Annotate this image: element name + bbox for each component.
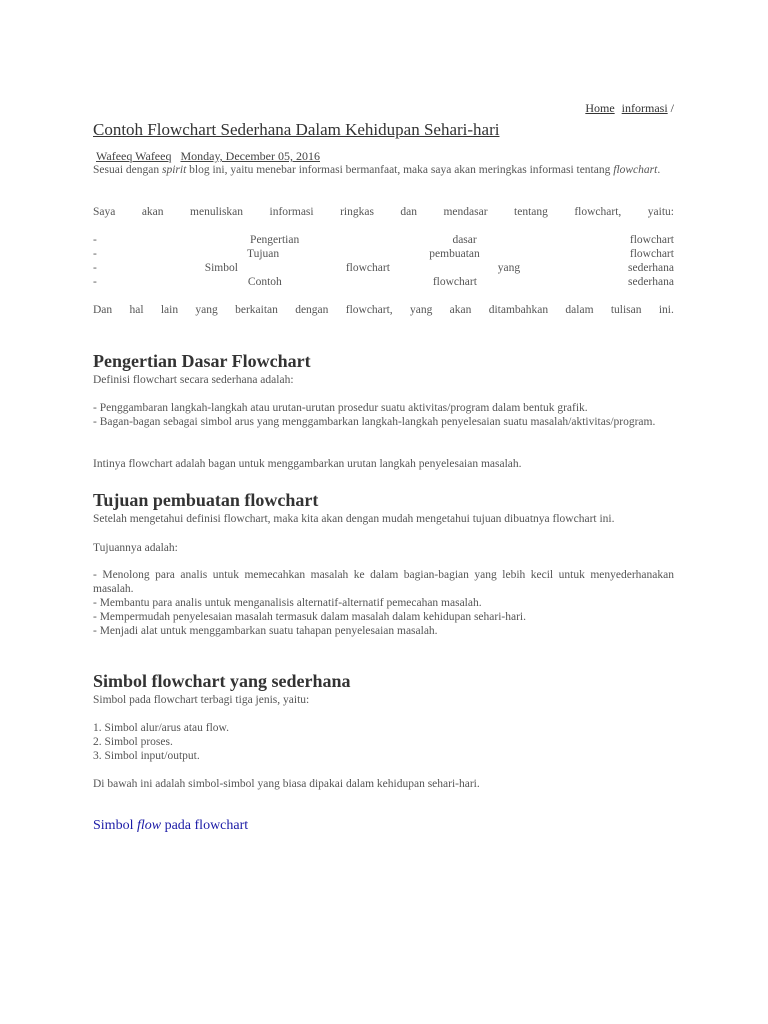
topic-word: pembuatan bbox=[429, 248, 480, 260]
dan-word: hal bbox=[129, 304, 144, 316]
saya-word: tentang bbox=[514, 206, 548, 218]
saya-word: ringkas bbox=[340, 206, 374, 218]
dan-word: ditambahkan bbox=[488, 304, 549, 316]
topic-word: sederhana bbox=[627, 276, 674, 288]
saya-paragraph bbox=[93, 205, 674, 219]
dan-paragraph bbox=[93, 303, 674, 317]
saya-word: flowchart, bbox=[574, 206, 622, 218]
symbol-list-item: 2. Simbol proses. bbox=[93, 736, 173, 748]
topic-word: - bbox=[93, 234, 97, 246]
topic-word: flowchart bbox=[432, 276, 477, 288]
topic-word: flowchart bbox=[345, 262, 390, 274]
topic-word: Simbol bbox=[204, 262, 238, 274]
topic-word: flowchart bbox=[629, 248, 674, 260]
intro-flowchart: flowchart bbox=[613, 164, 658, 176]
section1-p4: Intinya flowchart adalah bagan untuk menggambarkan urutan langkah penyelesaian masalah. bbox=[93, 458, 522, 470]
symbol-list-item: 3. Simbol input/output. bbox=[93, 750, 200, 762]
topic-word: flowchart bbox=[629, 234, 674, 246]
subheading-text-1: Simbol bbox=[93, 818, 137, 833]
saya-word: informasi bbox=[269, 206, 314, 218]
post-meta bbox=[93, 149, 320, 164]
dan-word: tulisan bbox=[610, 304, 642, 316]
topic-word: yang bbox=[497, 262, 521, 274]
dan-word: lain bbox=[160, 304, 179, 316]
topic-word: Tujuan bbox=[246, 248, 280, 260]
section1-p1: Definisi flowchart secara sederhana adalah: bbox=[93, 374, 294, 386]
topic-word: - bbox=[93, 262, 97, 274]
section1-p3: - Bagan-bagan sebagai simbol arus yang menggambarkan langkah-langkah penyelesaian suatu masalah/aktivitas/program. bbox=[93, 416, 656, 428]
intro-text-2: blog ini, yaitu menebar informasi bermanfaat, maka saya akan meringkas informasi tentang bbox=[186, 164, 614, 176]
section3-p1: Simbol pada flowchart terbagi tiga jenis, yaitu: bbox=[93, 694, 310, 706]
dan-word: dalam bbox=[565, 304, 594, 316]
breadcrumb bbox=[585, 101, 674, 116]
intro-paragraph bbox=[93, 163, 674, 177]
article-title[interactable]: Contoh Flowchart Sederhana Dalam Kehidupan Sehari-hari bbox=[93, 120, 500, 139]
dan-word: akan bbox=[449, 304, 472, 316]
topic-word: Pengertian bbox=[250, 234, 300, 246]
topic-list bbox=[93, 233, 674, 289]
topic-word: - bbox=[93, 248, 97, 260]
topic-list-item bbox=[93, 233, 674, 247]
saya-word: mendasar bbox=[443, 206, 488, 218]
saya-word: akan bbox=[141, 206, 164, 218]
topic-list-item bbox=[93, 275, 674, 289]
saya-word: menuliskan bbox=[190, 206, 244, 218]
section1-p2: - Penggambaran langkah-langkah atau urutan-urutan prosedur suatu aktivitas/program dalam bentuk grafik. bbox=[93, 402, 588, 414]
topic-word: dasar bbox=[452, 234, 477, 246]
intro-text-1: Sesuai dengan bbox=[93, 164, 162, 176]
topic-list-item bbox=[93, 247, 674, 261]
breadcrumb-separator: / bbox=[670, 101, 674, 115]
section2-p4: - Membantu para analis untuk menganalisis alternatif-alternatif pemecahan masalah. bbox=[93, 597, 482, 609]
saya-word: dan bbox=[400, 206, 417, 218]
subheading-simbol-flow bbox=[93, 818, 248, 834]
topic-word: - bbox=[93, 276, 97, 288]
subheading-flow: flow bbox=[136, 818, 162, 833]
dan-word: dengan bbox=[295, 304, 329, 316]
breadcrumb-home-link[interactable]: Home bbox=[585, 101, 615, 115]
dan-word: flowchart, bbox=[345, 304, 393, 316]
section2-p5: - Mempermudah penyelesaian masalah termasuk dalam masalah dalam kehidupan sehari-hari. bbox=[93, 611, 527, 623]
intro-spirit: spirit bbox=[161, 164, 187, 176]
section3-p2: Di bawah ini adalah simbol-simbol yang biasa dipakai dalam kehidupan sehari-hari. bbox=[93, 778, 480, 790]
topic-word: sederhana bbox=[628, 262, 674, 274]
topic-list-item bbox=[93, 261, 674, 275]
section-heading-pengertian: Pengertian Dasar Flowchart bbox=[93, 351, 311, 371]
author-link[interactable]: Wafeeq Wafeeq bbox=[96, 149, 172, 163]
breadcrumb-category-link[interactable]: informasi bbox=[621, 101, 668, 115]
section2-p1: Setelah mengetahui definisi flowchart, maka kita akan dengan mudah mengetahui tujuan dibuatnya flowchart ini. bbox=[93, 513, 615, 525]
saya-word: yaitu: bbox=[647, 206, 674, 218]
subheading-text-2: pada flowchart bbox=[161, 818, 249, 833]
section-heading-tujuan: Tujuan pembuatan flowchart bbox=[93, 490, 319, 510]
dan-word: yang bbox=[410, 304, 433, 316]
dan-word: yang bbox=[195, 304, 218, 316]
intro-text-3: . bbox=[657, 164, 661, 176]
dan-word: ini. bbox=[658, 304, 674, 316]
section2-p2: Tujuannya adalah: bbox=[93, 542, 178, 554]
symbol-list-item: 1. Simbol alur/arus atau flow. bbox=[93, 722, 229, 734]
topic-word: Contoh bbox=[247, 276, 282, 288]
section2-p3: - Menolong para analis untuk memecahkan masalah ke dalam bagian-bagian yang lebih kecil untuk menyederhanakan masalah. bbox=[93, 569, 674, 595]
post-date-link[interactable]: Monday, December 05, 2016 bbox=[180, 149, 320, 163]
section-heading-simbol: Simbol flowchart yang sederhana bbox=[93, 671, 351, 691]
section2-p6: - Menjadi alat untuk menggambarkan suatu tahapan penyelesaian masalah. bbox=[93, 625, 438, 637]
dan-word: berkaitan bbox=[235, 304, 278, 316]
dan-word: Dan bbox=[93, 304, 113, 316]
saya-word: Saya bbox=[93, 206, 116, 218]
